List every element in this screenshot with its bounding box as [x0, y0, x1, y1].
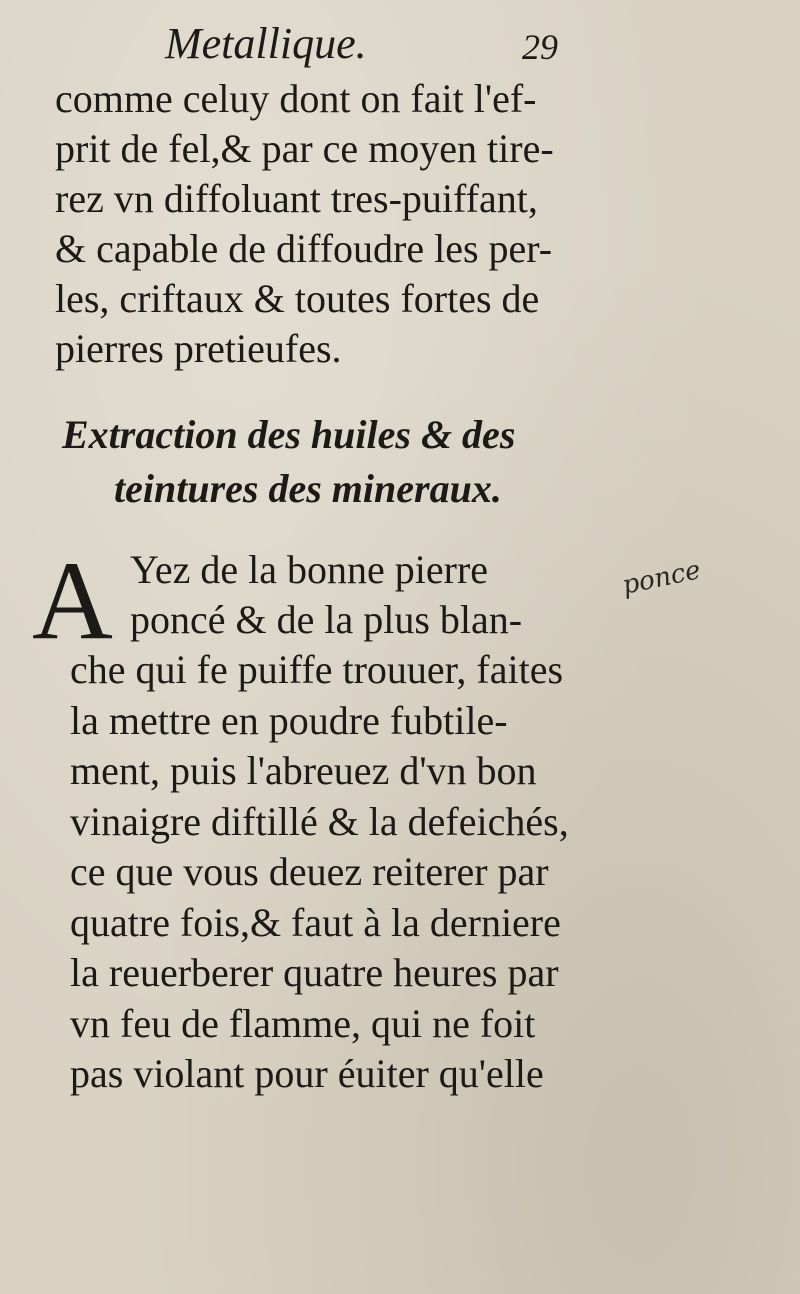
text-line: ce que vous deuez reiterer par [70, 849, 549, 894]
drop-cap: A [32, 539, 113, 663]
heading-line-2: teintures des mineraux. [114, 466, 502, 511]
text-line: les, criftaux & toutes fortes de [55, 276, 540, 321]
text-line: la mettre en poudre fubtile- [70, 697, 508, 743]
text-line: & capable de diffoudre les per- [55, 226, 553, 271]
running-title: Metallique. [165, 19, 367, 68]
text-line: vn feu de flamme, qui ne foit [70, 1000, 536, 1046]
page-number: 29 [522, 27, 558, 67]
text-line: quatre fois,& faut à la derniere [70, 899, 561, 945]
text-line: ment, puis l'abreuez d'vn bon [70, 748, 537, 793]
text-line: rez vn diffoluant tres-puiffant, [55, 176, 538, 221]
text-line: la reuerberer quatre heures par [70, 950, 559, 995]
text-line: comme celuy dont on fait l'ef- [55, 76, 537, 121]
section-heading [62, 408, 622, 516]
text-line: prit de fel,& par ce moyen tire- [55, 126, 554, 171]
page-header [0, 8, 800, 68]
text-line: pierres pretieufes. [55, 326, 342, 371]
text-line: vinaigre diftillé & la defeichés, [70, 798, 569, 844]
body-paragraph [55, 74, 615, 374]
text-line: Yez de la bonne pierre [130, 547, 489, 592]
heading-line-1: Extraction des huiles & des [62, 412, 516, 457]
section-paragraph [32, 539, 630, 1100]
margin-annotation: ponce [619, 555, 704, 601]
text-line: che qui fe puiffe trouuer, faites [70, 647, 564, 692]
text-line: poncé & de la plus blan- [130, 597, 523, 642]
drop-cap-block [32, 539, 630, 663]
text-line: pas violant pour éuiter qu'elle [70, 1051, 544, 1096]
